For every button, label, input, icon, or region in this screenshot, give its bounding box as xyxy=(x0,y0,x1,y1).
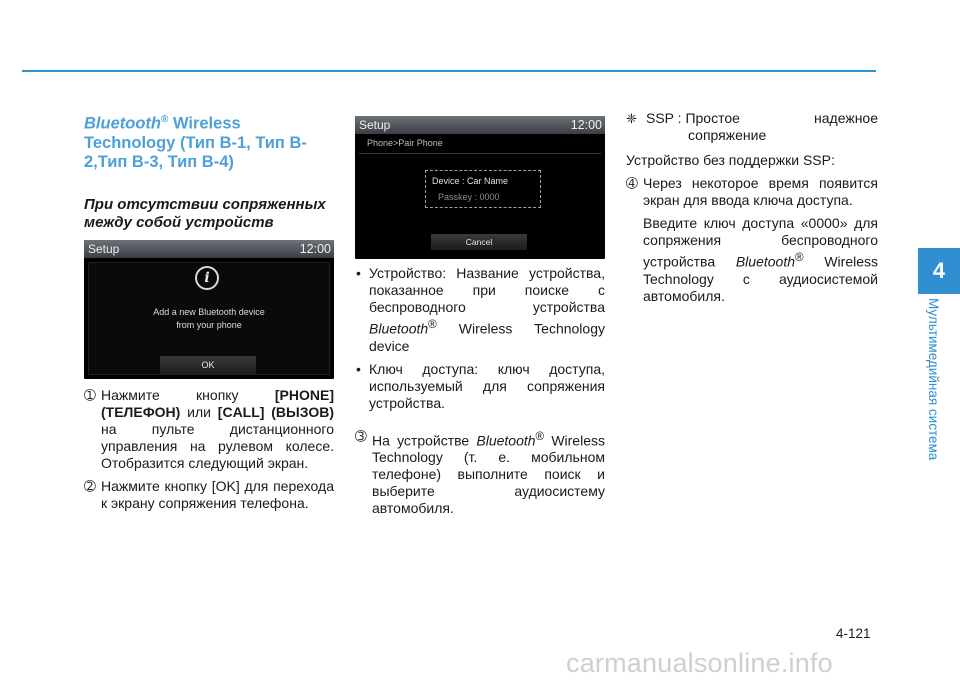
info-icon: i xyxy=(195,266,219,290)
ssp-note: ❈ SSP : Простое надежное сопряжение xyxy=(626,110,878,143)
section-title: Bluetooth® Wireless Technology (Тип B-1, Тип B-2,Тип B-3, Тип B-4) xyxy=(84,114,307,171)
screen-title-bar: Setup 12:00 xyxy=(84,240,334,258)
chapter-title: Мультимедийная система xyxy=(926,298,941,461)
step-3: ➂ На устройстве Bluetooth® Wireless Technology (т. е. мобильном телефоне) выполните поиск и выберите аудиосистему автомобиля. xyxy=(355,427,605,517)
step-4: ➃ Через некоторое время появится экран для ввода ключа доступа. Введите ключ доступа «0000» для сопряжения беспроводного устройства Bluetooth® Wireless Technology с аудиосистемой автомобиля. xyxy=(626,175,878,304)
device-info-box: Device : Car Name Passkey : 0000 xyxy=(425,170,541,208)
screen-title-bar: Setup 12:00 xyxy=(355,116,605,134)
watermark: carmanualsonline.info xyxy=(566,648,833,678)
column-middle xyxy=(355,110,605,523)
ok-button[interactable]: OK xyxy=(160,356,256,374)
bullet-passkey: • Ключ доступа: ключ доступа, используемый для сопряжения устройства. xyxy=(356,360,605,411)
chapter-tab: 4 xyxy=(918,248,960,294)
bullet-device: • Устройство: Название устройства, показанное при поиске с беспроводного устройства Bluetooth® Wireless Technology device xyxy=(356,265,605,354)
cancel-button[interactable]: Cancel xyxy=(431,234,527,250)
column-left xyxy=(84,110,334,518)
screen-add-device xyxy=(84,240,334,379)
step-2: ➁ Нажмите кнопку [OK] для перехода к экрану сопряжения телефона. xyxy=(84,477,334,511)
step-1: ➀ Нажмите кнопку [PHONE] (ТЕЛЕФОН) или [CALL] (ВЫЗОВ) на пульте дистанционного управления на рулевом колесе. Отобразится следующий экран. xyxy=(84,386,334,471)
page-number: 4-121 xyxy=(836,626,871,641)
top-rule xyxy=(22,70,876,72)
step-4-continued: Введите ключ доступа «0000» для сопряжения беспроводного устройства Bluetooth® Wireless Technology с аудиосистемой автомобиля. xyxy=(643,215,878,304)
no-ssp-heading: Устройство без поддержки SSP: xyxy=(626,152,835,168)
column-right xyxy=(626,110,878,311)
screen-message: Add a new Bluetooth device from your phone xyxy=(153,306,265,330)
section-subtitle: При отсутствии сопряженных между собой устройств xyxy=(84,195,326,231)
breadcrumb: Phone>Pair Phone xyxy=(367,138,443,148)
screen-pair-phone xyxy=(355,116,605,259)
